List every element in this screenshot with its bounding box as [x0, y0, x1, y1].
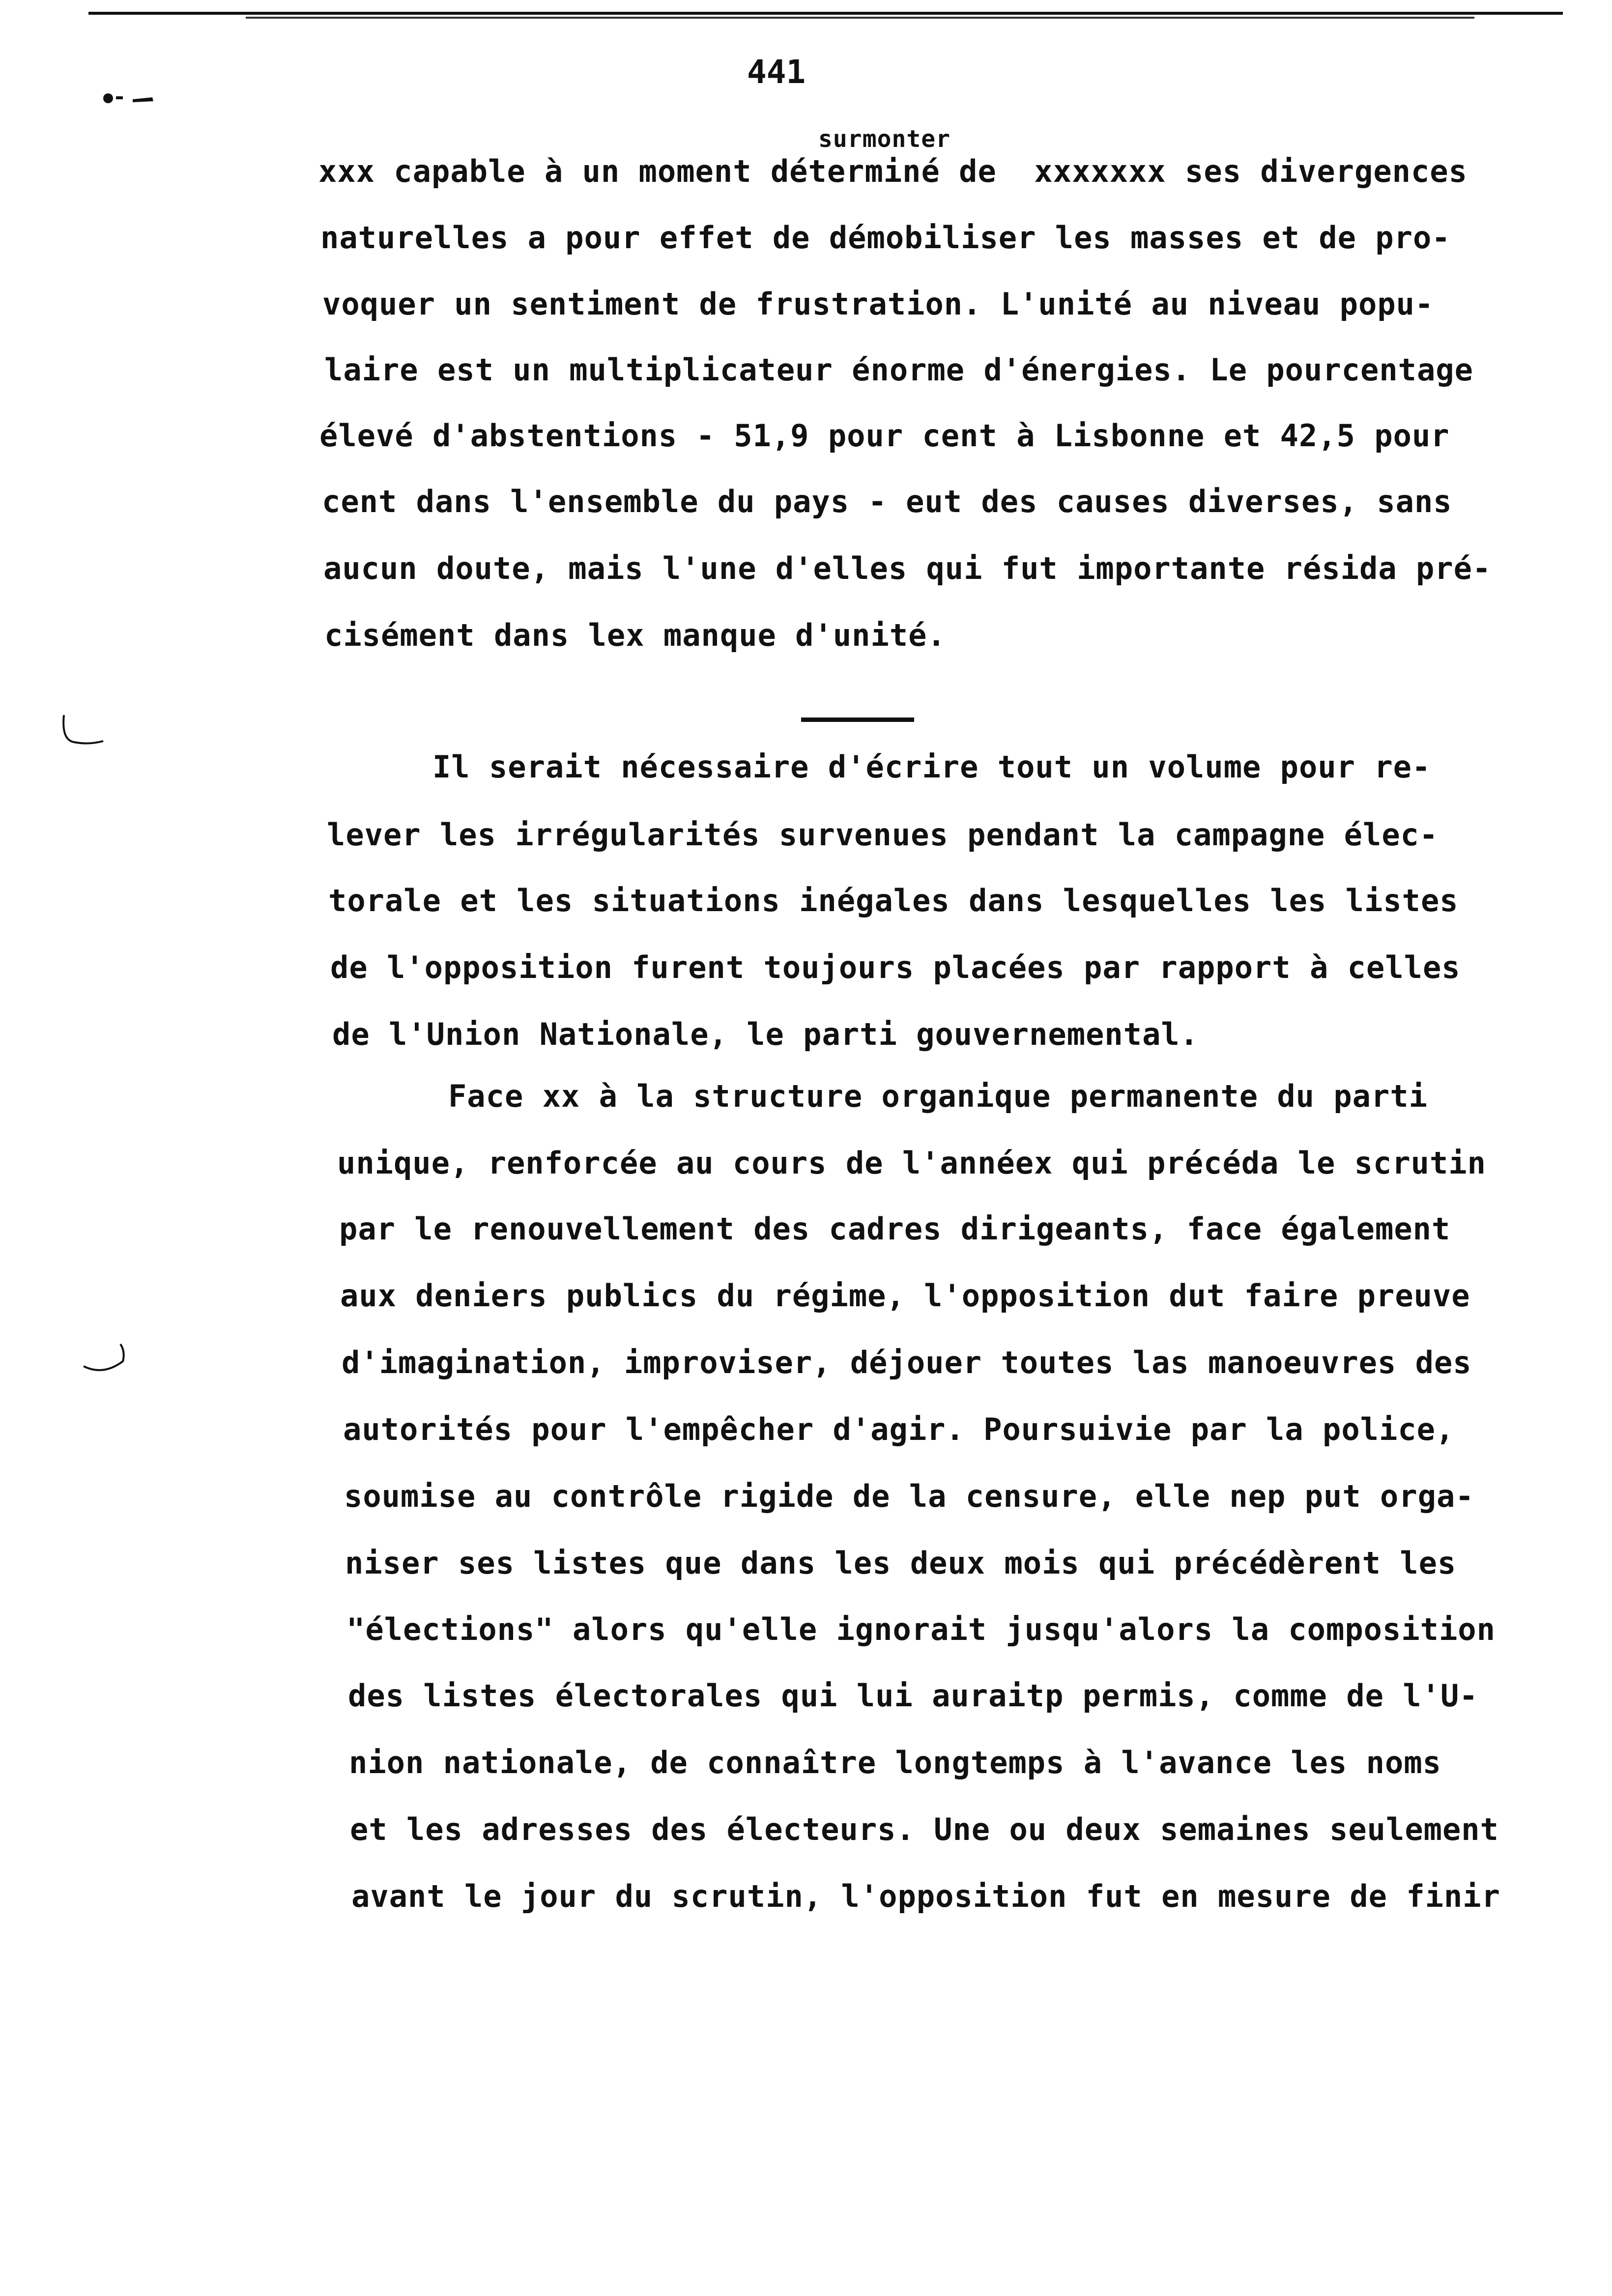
inserted-correction: surmonter — [818, 125, 951, 153]
text-line: aux deniers publics du régime, l'opposition dut faire preuve — [340, 1278, 1470, 1314]
text-line: unique, renforcée au cours de l'annéex qui précéda le scrutin — [337, 1145, 1486, 1181]
text-line: soumise au contrôle rigide de la censure, elle nep put orga- — [344, 1478, 1474, 1514]
punch-mark-icon — [98, 88, 197, 108]
page-number: 441 — [747, 53, 806, 91]
text-line: de l'Union Nationale, le parti gouvernemental. — [332, 1016, 1199, 1052]
text-line: nion nationale, de connaître longtemps à l'avance les noms — [349, 1745, 1441, 1780]
text-line: avant le jour du scrutin, l'opposition fut en mesure de finir — [351, 1878, 1500, 1914]
text-line: cisément dans lex manque d'unité. — [324, 617, 946, 653]
text-line: torale et les situations inégales dans lesquelles les listes — [328, 883, 1459, 918]
margin-bracket-icon — [59, 713, 108, 752]
text-line: "élections" alors qu'elle ignorait jusqu'alors la composition — [346, 1611, 1496, 1647]
text-line: autorités pour l'empêcher d'agir. Poursuivie par la police, — [343, 1411, 1455, 1447]
text-line: et les adresses des électeurs. Une ou deux semaines seulement — [350, 1811, 1499, 1847]
text-line: Il serait nécessaire d'écrire tout un volume pour re- — [319, 749, 1431, 785]
text-line: d'imagination, improviser, déjouer toutes las manoeuvres des — [342, 1345, 1472, 1380]
text-line: laire est un multiplicateur énorme d'énergies. Le pourcentage — [324, 352, 1473, 388]
text-line: des listes électorales qui lui auraitp permis, comme de l'U- — [348, 1678, 1478, 1714]
text-line: élevé d'abstentions - 51,9 pour cent à Lisbonne et 42,5 pour — [319, 418, 1450, 454]
top-rule-secondary — [246, 17, 1474, 19]
text-line: aucun doute, mais l'une d'elles qui fut importante résida pré- — [323, 550, 1492, 586]
text-line: de l'opposition furent toujours placées par rapport à celles — [330, 949, 1461, 985]
section-separator — [801, 718, 914, 722]
margin-bracket-icon — [74, 1337, 133, 1381]
text-line: cent dans l'ensemble du pays - eut des causes diverses, sans — [322, 484, 1452, 519]
text-line: voquer un sentiment de frustration. L'unité au niveau popu- — [322, 286, 1434, 322]
text-line: niser ses listes que dans les deux mois qui précédèrent les — [345, 1545, 1457, 1581]
text-line: xxx capable à un moment déterminé de xxxxxxx ses divergences — [318, 153, 1468, 189]
text-line: par le renouvellement des cadres dirigeants, face également — [339, 1211, 1451, 1247]
text-line: naturelles a pour effet de démobiliser les masses et de pro- — [320, 220, 1451, 256]
top-rule — [88, 12, 1563, 15]
text-line: Face xx à la structure organique permanente du parti — [335, 1078, 1428, 1114]
text-line: lever les irrégularités survenues pendant la campagne élec- — [327, 817, 1439, 853]
